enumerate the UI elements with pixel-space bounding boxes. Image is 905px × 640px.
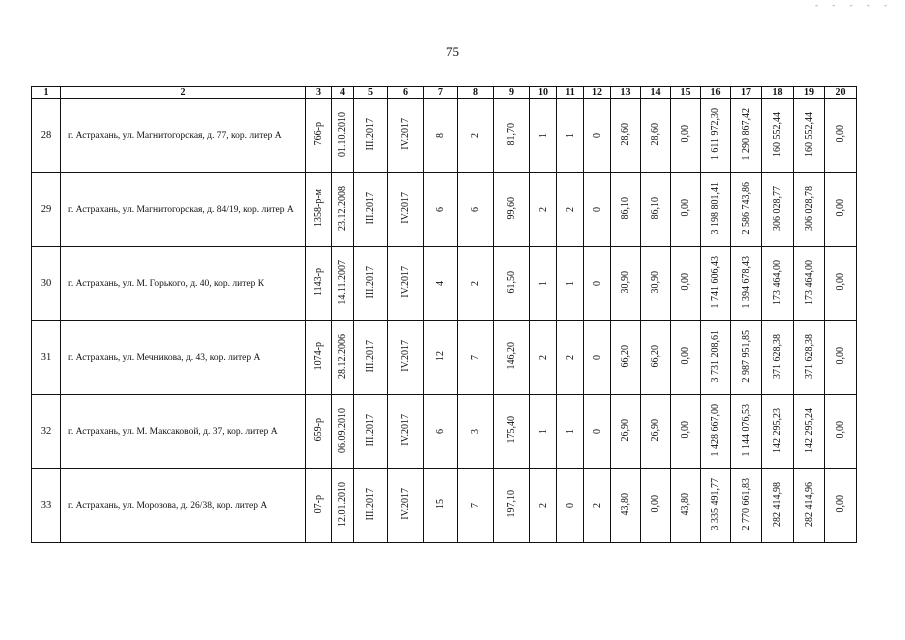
value-cell-7 (424, 99, 458, 173)
value-cell-20 (825, 99, 857, 173)
value-cell-18 (762, 469, 794, 543)
value-cell-12 (584, 247, 611, 321)
value-cell-10 (530, 469, 557, 543)
cell-value: 30,90 (620, 270, 631, 294)
cell-value: 2 (564, 355, 576, 360)
value-cell-13 (611, 321, 641, 395)
column-header-13: 13 (611, 87, 641, 99)
value-cell-17 (731, 247, 762, 321)
cell-value: 2 987 951,85 (740, 329, 752, 383)
value-cell-6 (388, 321, 424, 395)
row-number: 28 (32, 99, 61, 173)
cell-value: 766-р (313, 122, 324, 146)
value-cell-7 (424, 395, 458, 469)
value-cell-14 (641, 247, 671, 321)
value-cell-8 (458, 99, 494, 173)
value-cell-3 (306, 469, 332, 543)
cell-value: 3 (470, 429, 481, 434)
cell-value: 2 (470, 133, 481, 138)
cell-value: 6 (435, 429, 446, 434)
value-cell-10 (530, 395, 557, 469)
value-cell-16 (701, 321, 731, 395)
cell-value: 81,70 (506, 122, 517, 146)
column-header-10: 10 (530, 87, 557, 99)
value-cell-14 (641, 173, 671, 247)
scan-marks: - - - - - (815, 0, 893, 10)
value-cell-7 (424, 247, 458, 321)
address-cell: г. Астрахань, ул. М. Максаковой, д. 37, кор. литер А (61, 395, 306, 469)
cell-value: 146,20 (506, 342, 517, 370)
value-cell-20 (825, 321, 857, 395)
cell-value: 0,00 (650, 495, 661, 513)
value-cell-11 (557, 247, 584, 321)
value-cell-14 (641, 395, 671, 469)
cell-value: III.2017 (365, 191, 376, 225)
value-cell-19 (794, 173, 825, 247)
value-cell-20 (825, 469, 857, 543)
value-cell-12 (584, 395, 611, 469)
value-cell-18 (762, 321, 794, 395)
cell-value: 160 552,44 (803, 111, 815, 157)
value-cell-8 (458, 173, 494, 247)
address-cell: г. Астрахань, ул. Магнитогорская, д. 84/19, кор. литер А (61, 173, 306, 247)
value-cell-12 (584, 321, 611, 395)
cell-value: 2 (470, 281, 481, 286)
value-cell-4 (332, 395, 354, 469)
value-cell-6 (388, 173, 424, 247)
cell-value: 1358-р-м (313, 189, 324, 227)
value-cell-5 (354, 321, 388, 395)
value-cell-8 (458, 321, 494, 395)
cell-value: 0 (564, 503, 576, 508)
cell-value: 3 335 491,77 (710, 477, 721, 531)
cell-value: 07-р (313, 494, 324, 514)
value-cell-4 (332, 99, 354, 173)
column-header-1: 1 (32, 87, 61, 99)
value-cell-4 (332, 173, 354, 247)
value-cell-18 (762, 395, 794, 469)
value-cell-5 (354, 469, 388, 543)
cell-value: 0 (591, 281, 603, 286)
value-cell-12 (584, 469, 611, 543)
column-header-6: 6 (388, 87, 424, 99)
cell-value: 371 628,38 (772, 333, 783, 379)
value-cell-11 (557, 99, 584, 173)
value-cell-15 (671, 321, 701, 395)
value-cell-12 (584, 173, 611, 247)
value-cell-3 (306, 395, 332, 469)
value-cell-20 (825, 395, 857, 469)
column-header-2: 2 (61, 87, 306, 99)
cell-value: 1 (537, 429, 549, 434)
cell-value: 1 (564, 281, 576, 286)
cell-value: 197,10 (506, 490, 517, 518)
table-row (32, 99, 857, 173)
cell-value: 2 586 743,86 (740, 181, 752, 235)
cell-value: 06.09.2010 (337, 407, 348, 453)
value-cell-9 (494, 395, 530, 469)
cell-value: 1 394 678,43 (740, 255, 752, 309)
value-cell-20 (825, 173, 857, 247)
value-cell-16 (701, 247, 731, 321)
value-cell-10 (530, 173, 557, 247)
value-cell-19 (794, 99, 825, 173)
value-cell-10 (530, 247, 557, 321)
value-cell-7 (424, 173, 458, 247)
cell-value: III.2017 (365, 413, 376, 447)
value-cell-8 (458, 247, 494, 321)
value-cell-17 (731, 99, 762, 173)
value-cell-9 (494, 247, 530, 321)
cell-value: 0,00 (680, 421, 691, 439)
column-header-8: 8 (458, 87, 494, 99)
cell-value: III.2017 (365, 487, 376, 521)
column-header-9: 9 (494, 87, 530, 99)
value-cell-6 (388, 99, 424, 173)
cell-value: 306 028,78 (803, 185, 815, 231)
value-cell-3 (306, 321, 332, 395)
cell-value: 1 (537, 133, 549, 138)
cell-value: 66,20 (620, 344, 631, 368)
value-cell-11 (557, 173, 584, 247)
table-row (32, 469, 857, 543)
column-header-16: 16 (701, 87, 731, 99)
cell-value: 30,90 (650, 270, 661, 294)
cell-value: 26,90 (620, 418, 631, 442)
cell-value: 0,00 (680, 199, 691, 217)
address-cell: г. Астрахань, ул. Мечникова, д. 43, кор. литер А (61, 321, 306, 395)
cell-value: 1 741 606,43 (710, 255, 721, 309)
value-cell-15 (671, 247, 701, 321)
value-cell-14 (641, 99, 671, 173)
cell-value: 0,00 (835, 199, 846, 217)
cell-value: 1 611 972,30 (710, 107, 721, 161)
cell-value: 1 290 867,42 (740, 107, 752, 161)
cell-value: 142 295,24 (803, 407, 815, 453)
cell-value: 86,10 (620, 196, 631, 220)
value-cell-17 (731, 321, 762, 395)
cell-value: 1 (564, 429, 576, 434)
cell-value: 0,00 (680, 347, 691, 365)
value-cell-11 (557, 395, 584, 469)
value-cell-17 (731, 173, 762, 247)
cell-value: 173 464,00 (803, 259, 815, 305)
cell-value: 8 (435, 133, 446, 138)
value-cell-3 (306, 99, 332, 173)
value-cell-13 (611, 247, 641, 321)
column-header-18: 18 (762, 87, 794, 99)
column-header-3: 3 (306, 87, 332, 99)
value-cell-15 (671, 99, 701, 173)
cell-value: 0 (591, 355, 603, 360)
value-cell-3 (306, 247, 332, 321)
table-row (32, 173, 857, 247)
cell-value: 6 (470, 207, 481, 212)
page-number: 75 (446, 44, 459, 59)
table-row (32, 321, 857, 395)
cell-value: 26,90 (650, 418, 661, 442)
value-cell-9 (494, 173, 530, 247)
cell-value: 15 (435, 499, 446, 509)
cell-value: IV.2017 (400, 266, 411, 298)
column-header-20: 20 (825, 87, 857, 99)
value-cell-13 (611, 99, 641, 173)
cell-value: 6 (435, 207, 446, 212)
cell-value: 43,80 (620, 492, 631, 516)
cell-value: 23.12.2008 (337, 185, 348, 231)
cell-value: 01.10.2010 (337, 111, 348, 157)
address-cell: г. Астрахань, ул. Магнитогорская, д. 77, кор. литер А (61, 99, 306, 173)
cell-value: 0 (591, 133, 603, 138)
value-cell-6 (388, 247, 424, 321)
cell-value: 2 (537, 355, 549, 360)
cell-value: IV.2017 (400, 414, 411, 446)
cell-value: 28.12.2006 (337, 333, 348, 379)
value-cell-4 (332, 469, 354, 543)
cell-value: 99,60 (506, 196, 517, 220)
value-cell-16 (701, 395, 731, 469)
value-cell-13 (611, 173, 641, 247)
value-cell-17 (731, 395, 762, 469)
column-header-19: 19 (794, 87, 825, 99)
value-cell-11 (557, 469, 584, 543)
cell-value: 173 464,00 (772, 259, 783, 305)
value-cell-5 (354, 173, 388, 247)
column-header-11: 11 (557, 87, 584, 99)
value-cell-5 (354, 99, 388, 173)
cell-value: 160 552,44 (772, 111, 783, 157)
register-table (31, 86, 857, 543)
value-cell-3 (306, 173, 332, 247)
cell-value: 0,00 (835, 347, 846, 365)
value-cell-9 (494, 321, 530, 395)
column-header-4: 4 (332, 87, 354, 99)
cell-value: 1074-р (313, 341, 324, 371)
cell-value: III.2017 (365, 265, 376, 299)
column-number-header (32, 87, 857, 99)
value-cell-15 (671, 469, 701, 543)
cell-value: 28,60 (650, 122, 661, 146)
cell-value: 142 295,23 (772, 407, 783, 453)
cell-value: 43,80 (680, 492, 691, 516)
value-cell-16 (701, 99, 731, 173)
cell-value: 7 (470, 503, 481, 508)
value-cell-14 (641, 321, 671, 395)
value-cell-10 (530, 321, 557, 395)
cell-value: 0,00 (835, 273, 846, 291)
value-cell-9 (494, 469, 530, 543)
cell-value: III.2017 (365, 117, 376, 151)
cell-value: 306 028,77 (772, 185, 783, 231)
cell-value: 61,50 (506, 270, 517, 294)
value-cell-18 (762, 173, 794, 247)
cell-value: 2 (591, 503, 603, 508)
table-row (32, 395, 857, 469)
cell-value: 66,20 (650, 344, 661, 368)
value-cell-13 (611, 395, 641, 469)
value-cell-8 (458, 395, 494, 469)
cell-value: IV.2017 (400, 340, 411, 372)
cell-value: 1 (564, 133, 576, 138)
cell-value: 1 (537, 281, 549, 286)
cell-value: 1143-р (313, 268, 324, 296)
value-cell-4 (332, 247, 354, 321)
cell-value: 2 (537, 503, 549, 508)
cell-value: 0,00 (835, 125, 846, 143)
value-cell-19 (794, 395, 825, 469)
table-row (32, 247, 857, 321)
value-cell-9 (494, 99, 530, 173)
cell-value: 282 414,96 (803, 481, 815, 527)
row-number: 32 (32, 395, 61, 469)
value-cell-11 (557, 321, 584, 395)
column-header-12: 12 (584, 87, 611, 99)
cell-value: 0,00 (680, 273, 691, 291)
column-header-7: 7 (424, 87, 458, 99)
value-cell-10 (530, 99, 557, 173)
row-number: 29 (32, 173, 61, 247)
value-cell-18 (762, 247, 794, 321)
value-cell-7 (424, 469, 458, 543)
value-cell-16 (701, 173, 731, 247)
value-cell-7 (424, 321, 458, 395)
cell-value: 0,00 (680, 125, 691, 143)
value-cell-13 (611, 469, 641, 543)
row-number: 30 (32, 247, 61, 321)
value-cell-20 (825, 247, 857, 321)
cell-value: 0,00 (835, 495, 846, 513)
cell-value: IV.2017 (400, 488, 411, 520)
row-number: 31 (32, 321, 61, 395)
column-header-15: 15 (671, 87, 701, 99)
cell-value: 0 (591, 207, 603, 212)
cell-value: 12.01.2010 (337, 481, 348, 527)
cell-value: 2 (537, 207, 549, 212)
cell-value: 0,00 (835, 421, 846, 439)
value-cell-6 (388, 395, 424, 469)
column-header-5: 5 (354, 87, 388, 99)
row-number: 33 (32, 469, 61, 543)
cell-value: 0 (591, 429, 603, 434)
value-cell-18 (762, 99, 794, 173)
cell-value: 3 198 801,41 (710, 181, 721, 235)
value-cell-14 (641, 469, 671, 543)
column-header-17: 17 (731, 87, 762, 99)
cell-value: 28,60 (620, 122, 631, 146)
cell-value: 371 628,38 (803, 333, 815, 379)
value-cell-19 (794, 469, 825, 543)
value-cell-19 (794, 247, 825, 321)
cell-value: 1 144 076,53 (740, 403, 752, 457)
value-cell-4 (332, 321, 354, 395)
cell-value: 1 428 667,00 (710, 403, 721, 457)
value-cell-5 (354, 395, 388, 469)
address-cell: г. Астрахань, ул. Морозова, д. 26/38, кор. литер А (61, 469, 306, 543)
cell-value: 4 (435, 281, 446, 286)
value-cell-16 (701, 469, 731, 543)
value-cell-5 (354, 247, 388, 321)
cell-value: 175,40 (506, 416, 517, 444)
cell-value: 282 414,98 (772, 481, 783, 527)
value-cell-15 (671, 395, 701, 469)
cell-value: IV.2017 (400, 192, 411, 224)
value-cell-19 (794, 321, 825, 395)
cell-value: 2 770 661,83 (740, 477, 752, 531)
cell-value: 659-р (313, 418, 324, 442)
value-cell-17 (731, 469, 762, 543)
value-cell-6 (388, 469, 424, 543)
cell-value: 86,10 (650, 196, 661, 220)
cell-value: 14.11.2007 (337, 259, 348, 305)
cell-value: 7 (470, 355, 481, 360)
cell-value: 12 (435, 351, 446, 361)
address-cell: г. Астрахань, ул. М. Горького, д. 40, кор. литер К (61, 247, 306, 321)
value-cell-8 (458, 469, 494, 543)
cell-value: 2 (564, 207, 576, 212)
value-cell-15 (671, 173, 701, 247)
cell-value: III.2017 (365, 339, 376, 373)
cell-value: IV.2017 (400, 118, 411, 150)
value-cell-12 (584, 99, 611, 173)
column-header-14: 14 (641, 87, 671, 99)
cell-value: 3 731 208,61 (710, 329, 721, 383)
